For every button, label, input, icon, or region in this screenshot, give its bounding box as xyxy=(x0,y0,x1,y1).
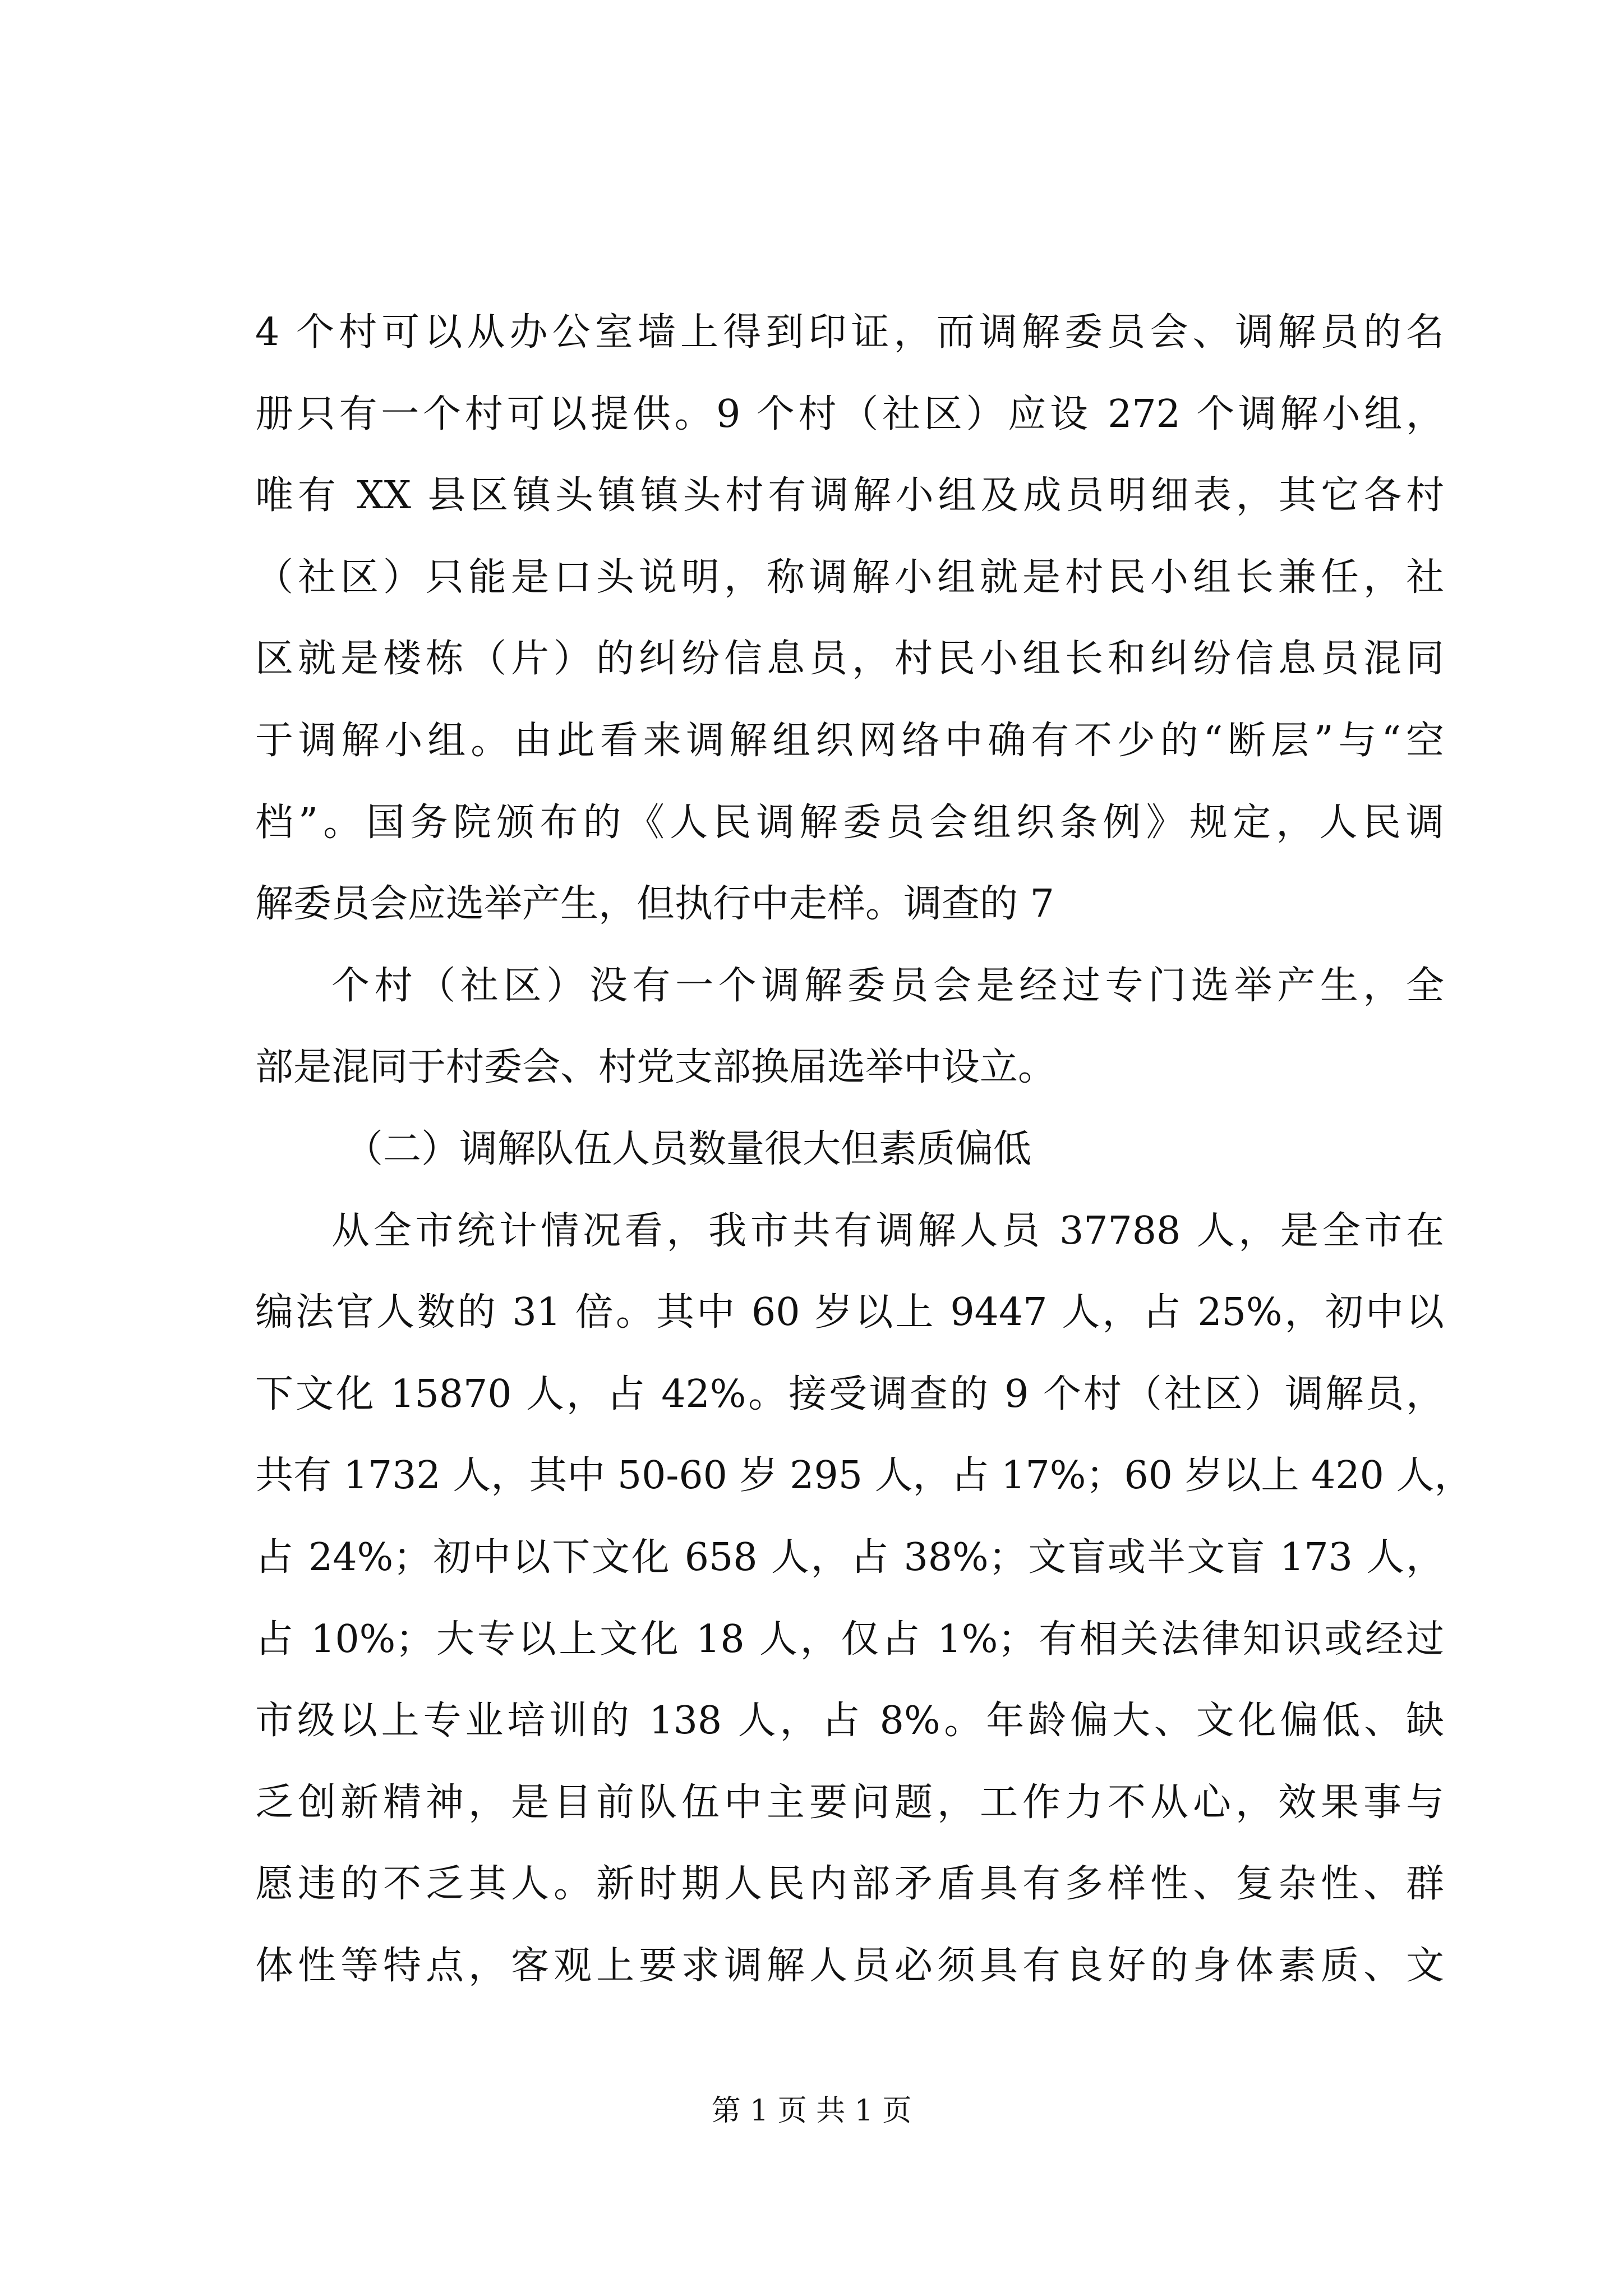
text-line: （社区）只能是口头说明，称调解小组就是村民小组长兼任，社 xyxy=(255,555,1444,600)
text-line: 编法官人数的 31 倍。其中 60 岁以上 9447 人，占 25%，初中以 xyxy=(255,1290,1444,1335)
text-line: 乏创新精神，是目前队伍中主要问题，工作力不从心，效果事与 xyxy=(255,1780,1444,1825)
text-line: 解委员会应选举产生，但执行中走样。调查的 7 xyxy=(255,882,1054,927)
text-line: 部是混同于村委会、村党支部换届选举中设立。 xyxy=(255,1045,1057,1090)
section-heading: （二）调解队伍人员数量很大但素质偏低 xyxy=(345,1126,1032,1171)
text-line: 从全市统计情况看，我市共有调解人员 37788 人，是全市在 xyxy=(331,1208,1444,1253)
page-footer: 第 1 页 共 1 页 xyxy=(711,2094,912,2128)
text-line: 4 个村可以从办公室墙上得到印证，而调解委员会、调解员的名 xyxy=(255,310,1444,355)
text-line: 共有 1732 人，其中 50-60 岁 295 人，占 17%；60 岁以上 420 人， xyxy=(255,1453,1473,1498)
text-line: 唯有 XX 县区镇头镇镇头村有调解小组及成员明细表，其它各村 xyxy=(255,473,1444,518)
text-line: 占 10%；大专以上文化 18 人，仅占 1%；有相关法律知识或经过 xyxy=(255,1617,1444,1662)
text-line: 下文化 15870 人，占 42%。接受调查的 9 个村（社区）调解员， xyxy=(255,1372,1444,1416)
text-line: 愿违的不乏其人。新时期人民内部矛盾具有多样性、复杂性、群 xyxy=(255,1862,1444,1907)
text-line: 市级以上专业培训的 138 人，占 8%。年龄偏大、文化偏低、缺 xyxy=(255,1699,1444,1743)
text-line: 区就是楼栋（片）的纠纷信息员，村民小组长和纠纷信息员混同 xyxy=(255,637,1444,682)
text-line: 体性等特点，客观上要求调解人员必须具有良好的身体素质、文 xyxy=(255,1943,1444,1988)
text-line: 个村（社区）没有一个调解委员会是经过专门选举产生，全 xyxy=(331,963,1444,1008)
text-line: 册只有一个村可以提供。9 个村（社区）应设 272 个调解小组， xyxy=(255,392,1444,436)
text-line: 于调解小组。由此看来调解组织网络中确有不少的“断层”与“空 xyxy=(255,718,1444,763)
text-line: 档”。国务院颁布的《人民调解委员会组织条例》规定，人民调 xyxy=(255,800,1444,845)
document-body xyxy=(255,292,1473,2007)
text-line: 占 24%；初中以下文化 658 人，占 38%；文盲或半文盲 173 人， xyxy=(255,1535,1444,1580)
